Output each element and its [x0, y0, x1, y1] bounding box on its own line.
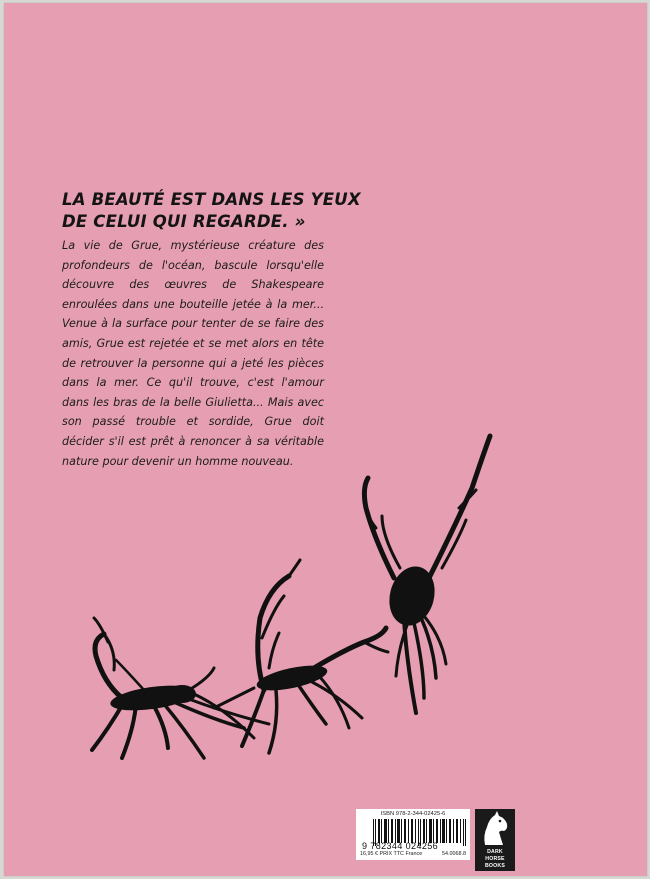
product-code: 54.0068.8	[442, 851, 466, 857]
headline-line-1: LA BEAUTÉ EST DANS LES YEUX	[62, 190, 361, 209]
right-crab-figure	[364, 436, 490, 713]
isbn-digits: 9 782344 024256	[362, 841, 439, 851]
left-crab-figure	[92, 618, 269, 758]
isbn-label: ISBN 978-2-344-02425-6	[380, 811, 446, 817]
dark-horse-head-icon	[475, 809, 515, 849]
publisher-logo	[475, 809, 515, 871]
back-cover	[4, 3, 647, 876]
barcode-panel	[356, 809, 470, 860]
headline-quote	[62, 189, 382, 233]
crab-creatures-illustration	[64, 428, 504, 788]
price-line	[360, 851, 468, 857]
logo-horse: HORSE	[485, 856, 505, 862]
logo-books: BOOKS	[484, 863, 506, 869]
synopsis-text: La vie de Grue, mystérieuse créature des profondeurs de l'océan, bascule lorsqu'elle découvre des œuvres de Shakespeare enroulées dans une bouteille jetée à la mer... Venue à la surface pour tenter de se faire des amis, Grue est rejetée et se met alors en tête de retrouver la personne qui a jeté les pièces dans la mer. Ce qu'il trouve, c'est l'amour dans les bras de la belle Giulietta... Mais avec son passé trouble et sordide, Grue doit décider s'il est prêt à renoncer à sa véritable nature pour devenir un homme nouveau.	[62, 239, 324, 468]
logo-dark: DARK	[487, 849, 503, 855]
price-text: 16,95 € PRIX TTC France	[360, 851, 423, 857]
headline-line-2: DE CELUI QUI REGARDE. »	[62, 212, 306, 231]
